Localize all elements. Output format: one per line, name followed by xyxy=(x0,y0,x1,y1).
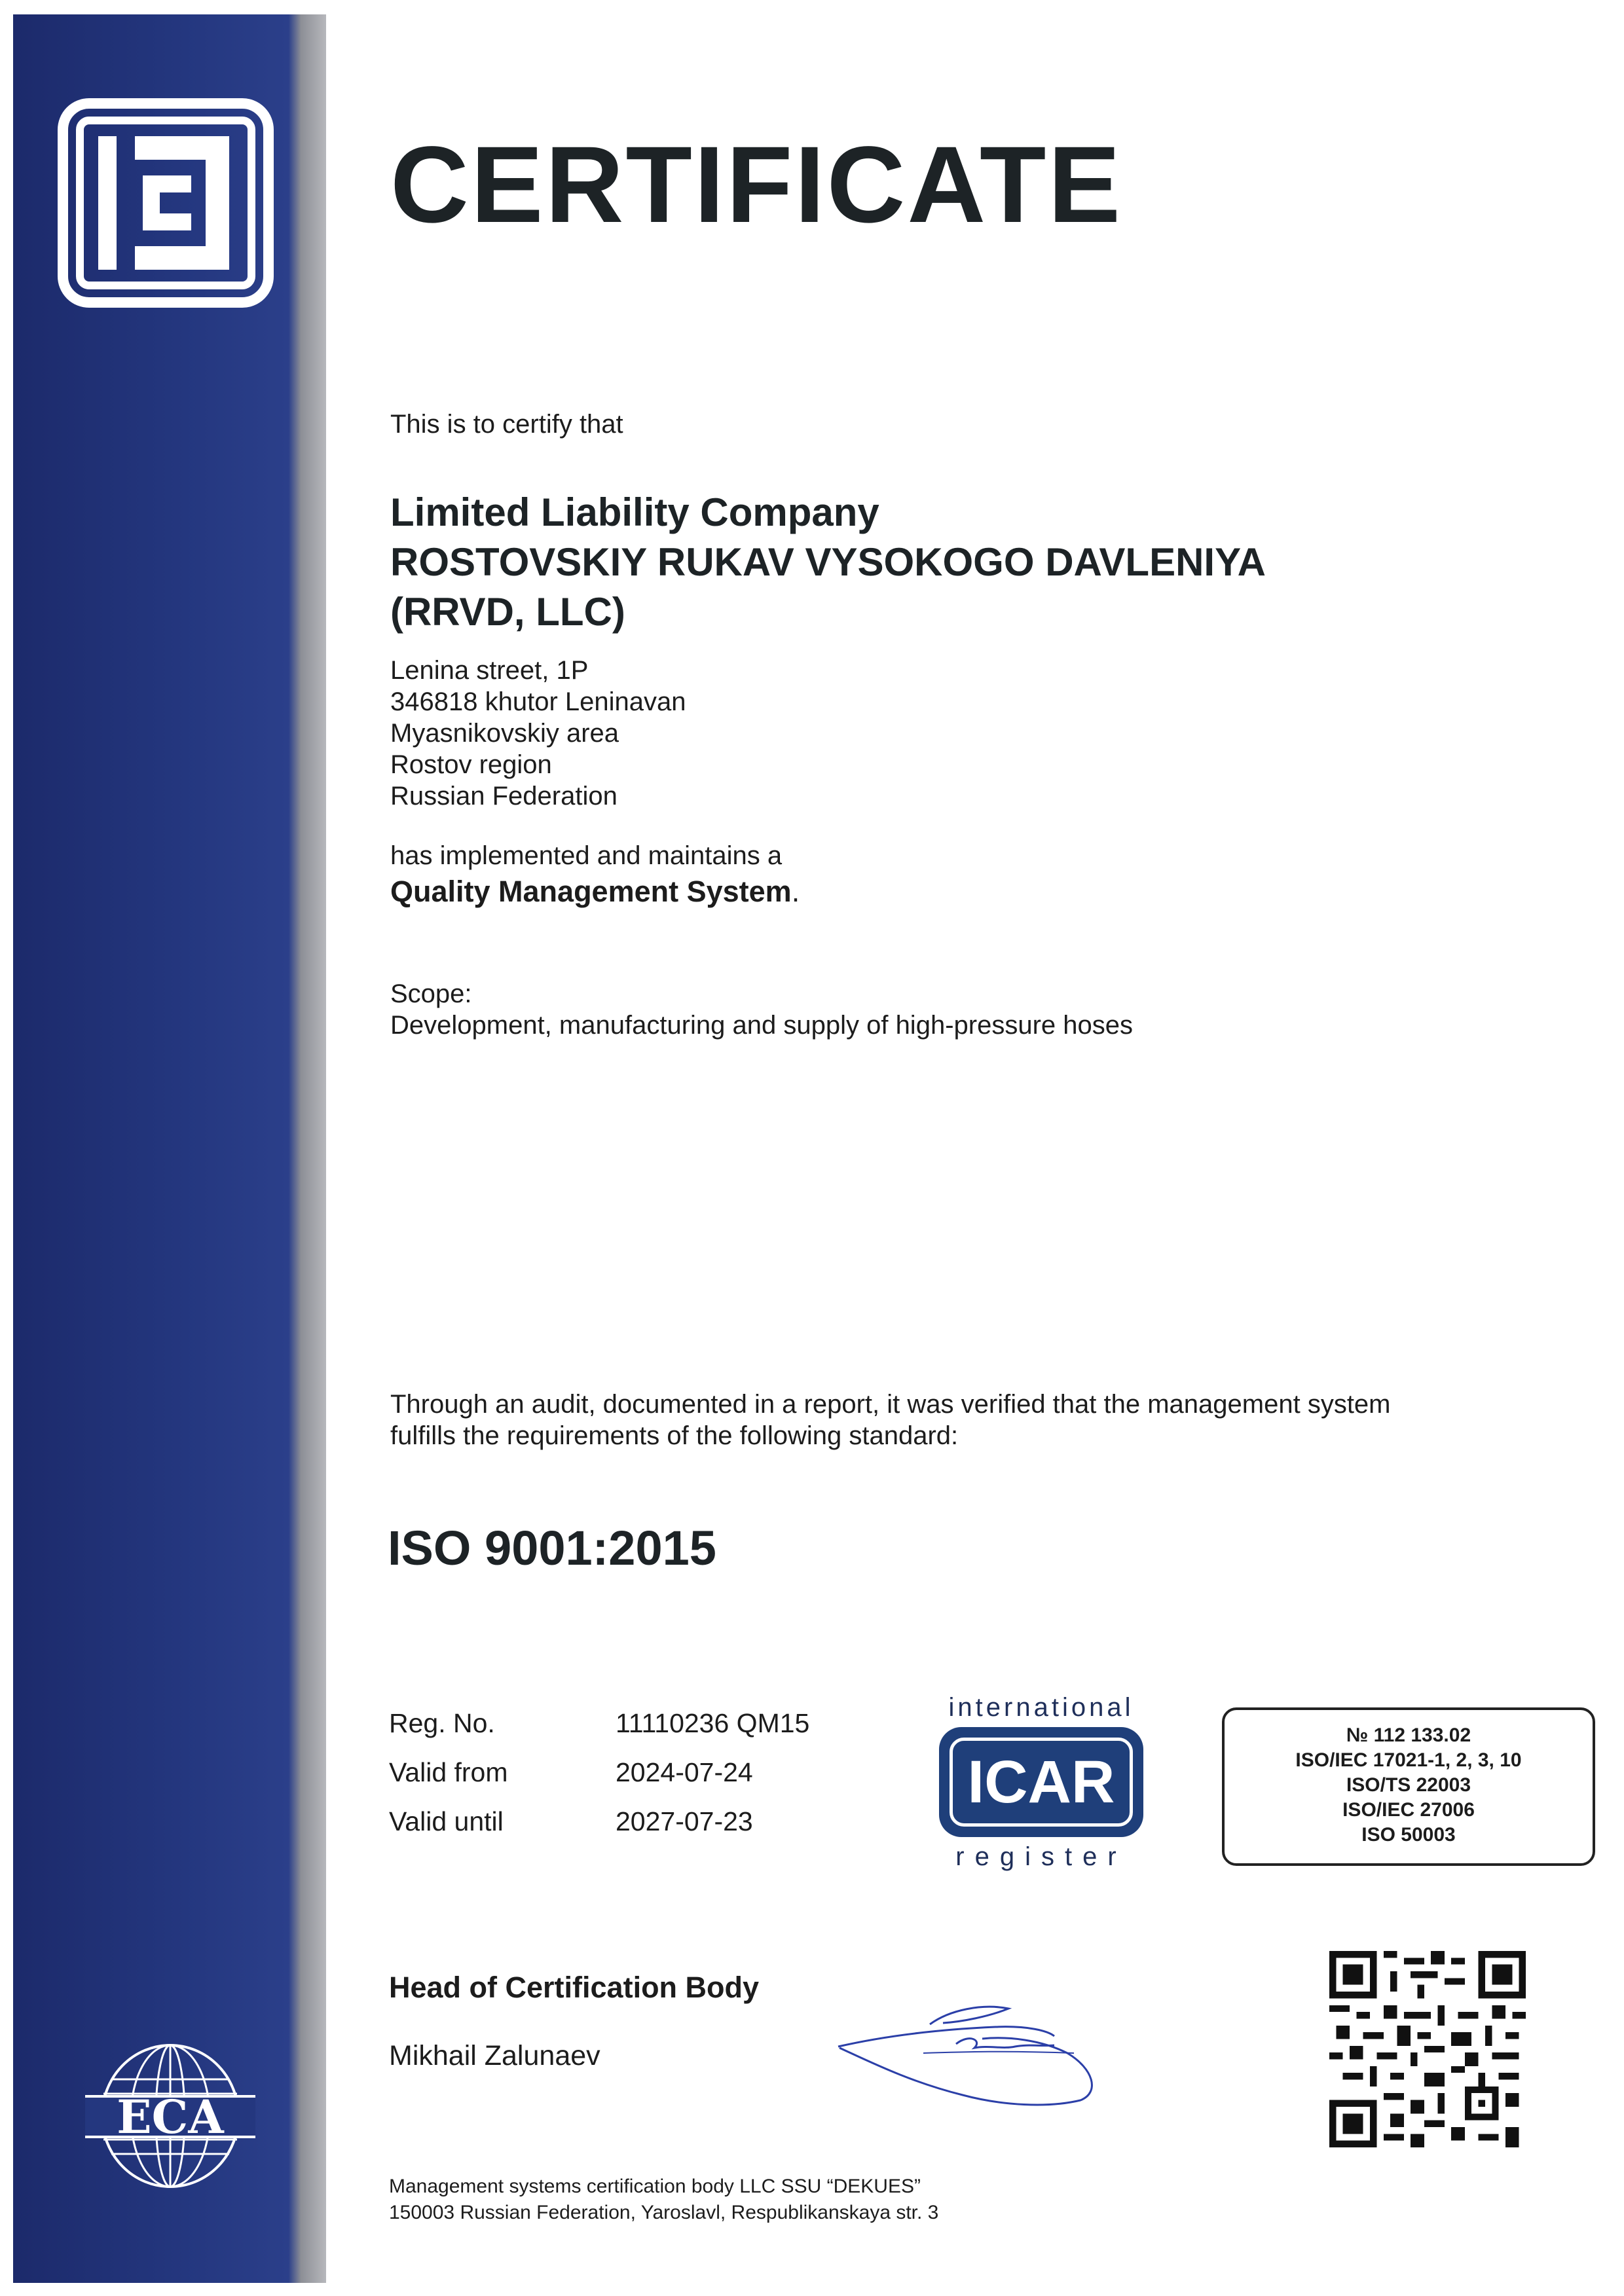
valid-until-label: Valid until xyxy=(389,1806,504,1836)
audit-line1: Through an audit, documented in a report, it was verified that the management system xyxy=(390,1390,1391,1419)
system-intro: has implemented and maintains a xyxy=(390,841,783,870)
accreditation-box xyxy=(1222,1707,1595,1866)
valid-until-row xyxy=(389,1797,900,1846)
scope-label: Scope: xyxy=(390,979,472,1008)
valid-from-value: 2024-07-24 xyxy=(616,1757,753,1787)
icar-mark-box xyxy=(939,1727,1143,1837)
valid-until-value: 2027-07-23 xyxy=(616,1806,753,1836)
address-line: Lenina street, 1P xyxy=(390,656,589,685)
valid-from-row xyxy=(389,1748,900,1797)
company-name-line2: ROSTOVSKIY RUKAV VYSOKOGO DAVLENIYA xyxy=(390,540,1266,584)
signature-icon xyxy=(832,1990,1107,2115)
valid-from-label: Valid from xyxy=(389,1757,508,1787)
accreditation-line: ISO/IEC 27006 xyxy=(1342,1799,1475,1821)
scope-text: Development, manufacturing and supply of high-pressure hoses xyxy=(390,1011,1133,1040)
standard-name: ISO 9001:2015 xyxy=(388,1521,716,1575)
company-name xyxy=(390,488,1266,637)
eca-emblem-text: ECA xyxy=(117,2090,224,2144)
footer-line1: Management systems certification body LLC SSU “DEKUES” xyxy=(389,2176,921,2197)
certify-intro: This is to certify that xyxy=(390,410,623,439)
accreditation-line: ISO/IEC 17021-1, 2, 3, 10 xyxy=(1295,1749,1522,1771)
reg-number-label: Reg. No. xyxy=(389,1708,495,1738)
address-line: Russian Federation xyxy=(390,782,618,811)
icar-bottom-text: register xyxy=(955,1842,1127,1871)
company-name-line3: (RRVD, LLC) xyxy=(390,590,625,634)
system-name-suffix: . xyxy=(791,875,800,908)
certification-body-logo-icon xyxy=(58,98,274,308)
system-name xyxy=(390,873,800,910)
eca-emblem-icon xyxy=(85,2036,255,2193)
accreditation-line: № 112 133.02 xyxy=(1346,1724,1471,1746)
icar-mark-text: ICAR xyxy=(950,1738,1133,1827)
signature-title: Head of Certification Body xyxy=(389,1971,760,2004)
icar-top-text: international xyxy=(948,1693,1134,1722)
reg-number-value: 11110236 QM15 xyxy=(616,1708,810,1738)
audit-statement xyxy=(390,1389,1391,1451)
icar-logo xyxy=(930,1693,1153,1883)
certificate-title: CERTIFICATE xyxy=(390,124,1123,246)
registration-table xyxy=(389,1699,900,1846)
reg-number-row xyxy=(389,1699,900,1748)
accreditation-line: ISO 50003 xyxy=(1361,1824,1456,1846)
address-line: 346818 khutor Leninavan xyxy=(390,687,686,716)
footer-line2: 150003 Russian Federation, Yaroslavl, Respublikanskaya str. 3 xyxy=(389,2202,939,2223)
company-address xyxy=(390,655,686,812)
system-name-text: Quality Management System xyxy=(390,875,792,908)
accreditation-line: ISO/TS 22003 xyxy=(1346,1774,1471,1796)
sidebar-band xyxy=(13,14,326,2283)
address-line: Myasnikovskiy area xyxy=(390,719,619,748)
company-name-line1: Limited Liability Company xyxy=(390,490,879,534)
address-line: Rostov region xyxy=(390,750,552,779)
signatory-name: Mikhail Zalunaev xyxy=(389,2040,600,2071)
audit-line2: fulfills the requirements of the following standard: xyxy=(390,1421,959,1450)
footer xyxy=(389,2174,938,2226)
qr-code-icon xyxy=(1329,1951,1526,2147)
